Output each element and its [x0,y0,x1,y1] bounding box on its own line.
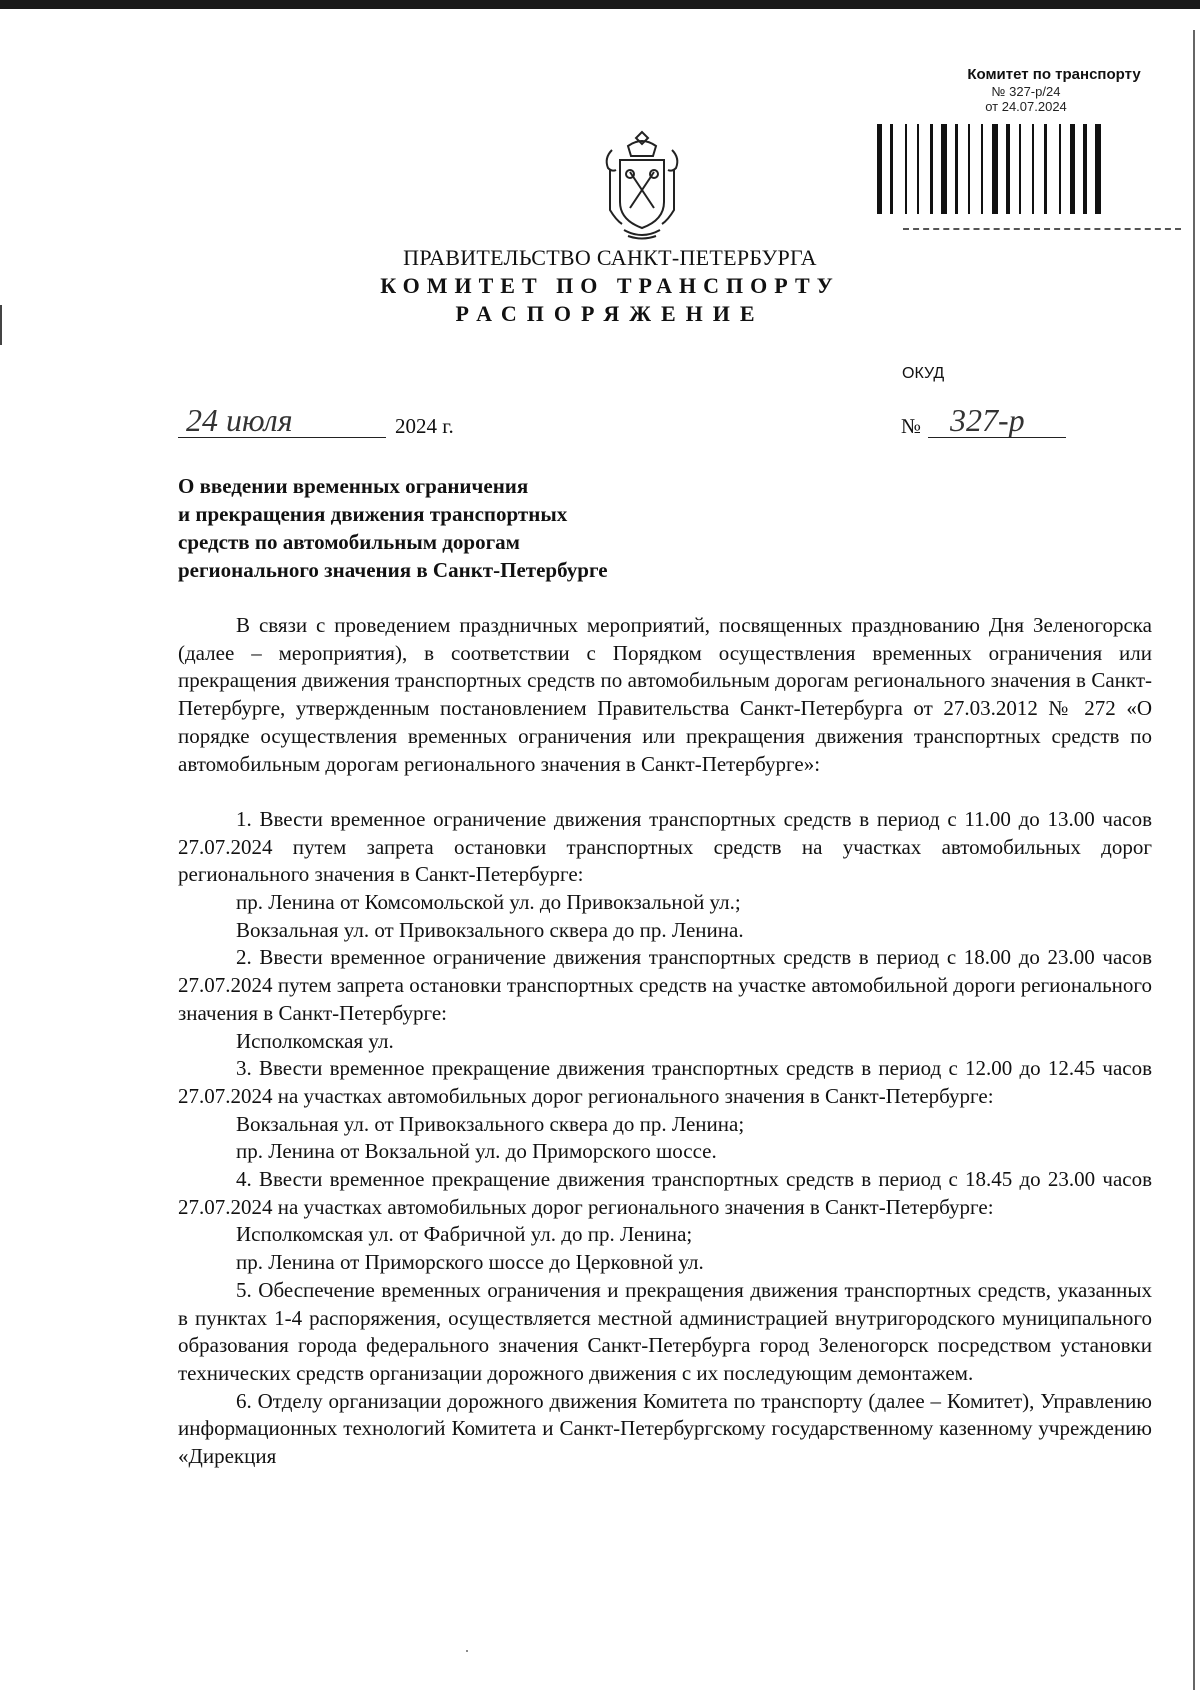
document-title [178,472,738,584]
date-underline [178,437,386,438]
item-4: 4. Ввести временное прекращение движения транспортных средств в период с 18.45 до 23.00 часов 27.07.2024 на участках автомобильных дорог регионального значения в Санкт-Петербурге: [178,1167,1152,1219]
coat-of-arms-icon [594,130,690,240]
stamp-organization: Комитет по транспорту [967,66,1141,83]
government-heading: ПРАВИТЕЛЬСТВО САНКТ-ПЕТЕРБУРГА [403,245,817,270]
item-3: 3. Ввести временное прекращение движения транспортных средств в период с 12.00 до 12.45 часов 27.07.2024 на участках автомобильных дорог регионального значения в Санкт-Петербурге: [178,1056,1152,1108]
date-year: 2024 г. [395,414,454,438]
item-6: 6. Отделу организации дорожного движения Комитета по транспорту (далее – Комитет), Управлению информационных технологий Комитета и Санкт-Петербургскому государственному казенному учреждению «Дирекция [178,1388,1152,1469]
street-line: Исполкомская ул. [236,1028,394,1053]
okud-label: ОКУД [902,365,945,382]
item-1: 1. Ввести временное ограничение движения транспортных средств в период с 11.00 до 13.00 часов 27.07.2024 путем запрета остановки транспортных средств на участках автомобильных дорог регионального значения в Санкт-Петербурге: [178,806,1152,887]
title-line: О введении временных ограничения [178,474,529,498]
street-line: Вокзальная ул. от Привокзального сквера до пр. Ленина; [236,1111,745,1136]
title-line: средств по автомобильным дорогам [178,530,520,554]
handwritten-date: 24 июля [186,402,293,438]
registration-stamp [880,66,1180,114]
scan-speck [466,1650,468,1652]
barcode-icon [875,124,1181,214]
street-line: пр. Ленина от Приморского шоссе до Церковной ул. [236,1250,704,1275]
number-underline [928,437,1066,438]
street-line: Вокзальная ул. от Привокзального сквера до пр. Ленина. [236,917,744,942]
item-5: 5. Обеспечение временных ограничения и прекращения движения транспортных средств, указанных в пунктах 1-4 распоряжения, осуществляется местной администрацией внутригородского муниципального образования города федерального значения Санкт-Петербурга город Зеленогорск посредством установки технических средств организации дорожного движения с их последующим демонтажем. [178,1277,1152,1385]
street-line: Исполкомская ул. от Фабричной ул. до пр. Ленина; [236,1222,693,1247]
scan-left-mark [0,305,2,345]
committee-heading: КОМИТЕТ ПО ТРАНСПОРТУ [380,273,840,298]
barcode-separator [903,228,1181,230]
document-body [178,612,1152,1471]
document-type-heading: РАСПОРЯЖЕНИЕ [455,301,765,326]
stamp-number: № 327-р/24 [991,84,1061,99]
title-line: регионального значения в Санкт-Петербурге [178,558,608,582]
scan-right-edge [1193,30,1195,1690]
stamp-date: от 24.07.2024 [985,99,1067,114]
preamble-paragraph: В связи с проведением праздничных мероприятий, посвященных празднованию Дня Зеленогорска (далее – мероприятия), в соответствии с Порядком осуществления временных ограничения или прекращения движения транспортных средств по автомобильным дорогам регионального значения в Санкт-Петербурге, утвержденным постановлением Правительства Санкт-Петербурга от 27.03.2012 № 272 «О порядке осуществления временных ограничения или прекращения движения транспортных средств по автомобильным дорогам регионального значения в Санкт-Петербурге»: [178,613,1152,776]
title-line: и прекращения движения транспортных [178,502,568,526]
scan-top-edge [0,0,1200,9]
street-line: пр. Ленина от Вокзальной ул. до Приморского шоссе. [236,1139,717,1164]
number-sign: № [901,414,922,438]
handwritten-number: 327-р [950,402,1025,438]
street-line: пр. Ленина от Комсомольской ул. до Привокзальной ул.; [236,890,741,915]
item-2: 2. Ввести временное ограничение движения транспортных средств в период с 18.00 до 23.00 часов 27.07.2024 путем запрета остановки транспортных средств на участке автомобильной дороги регионального значения в Санкт-Петербурге: [178,945,1152,1025]
